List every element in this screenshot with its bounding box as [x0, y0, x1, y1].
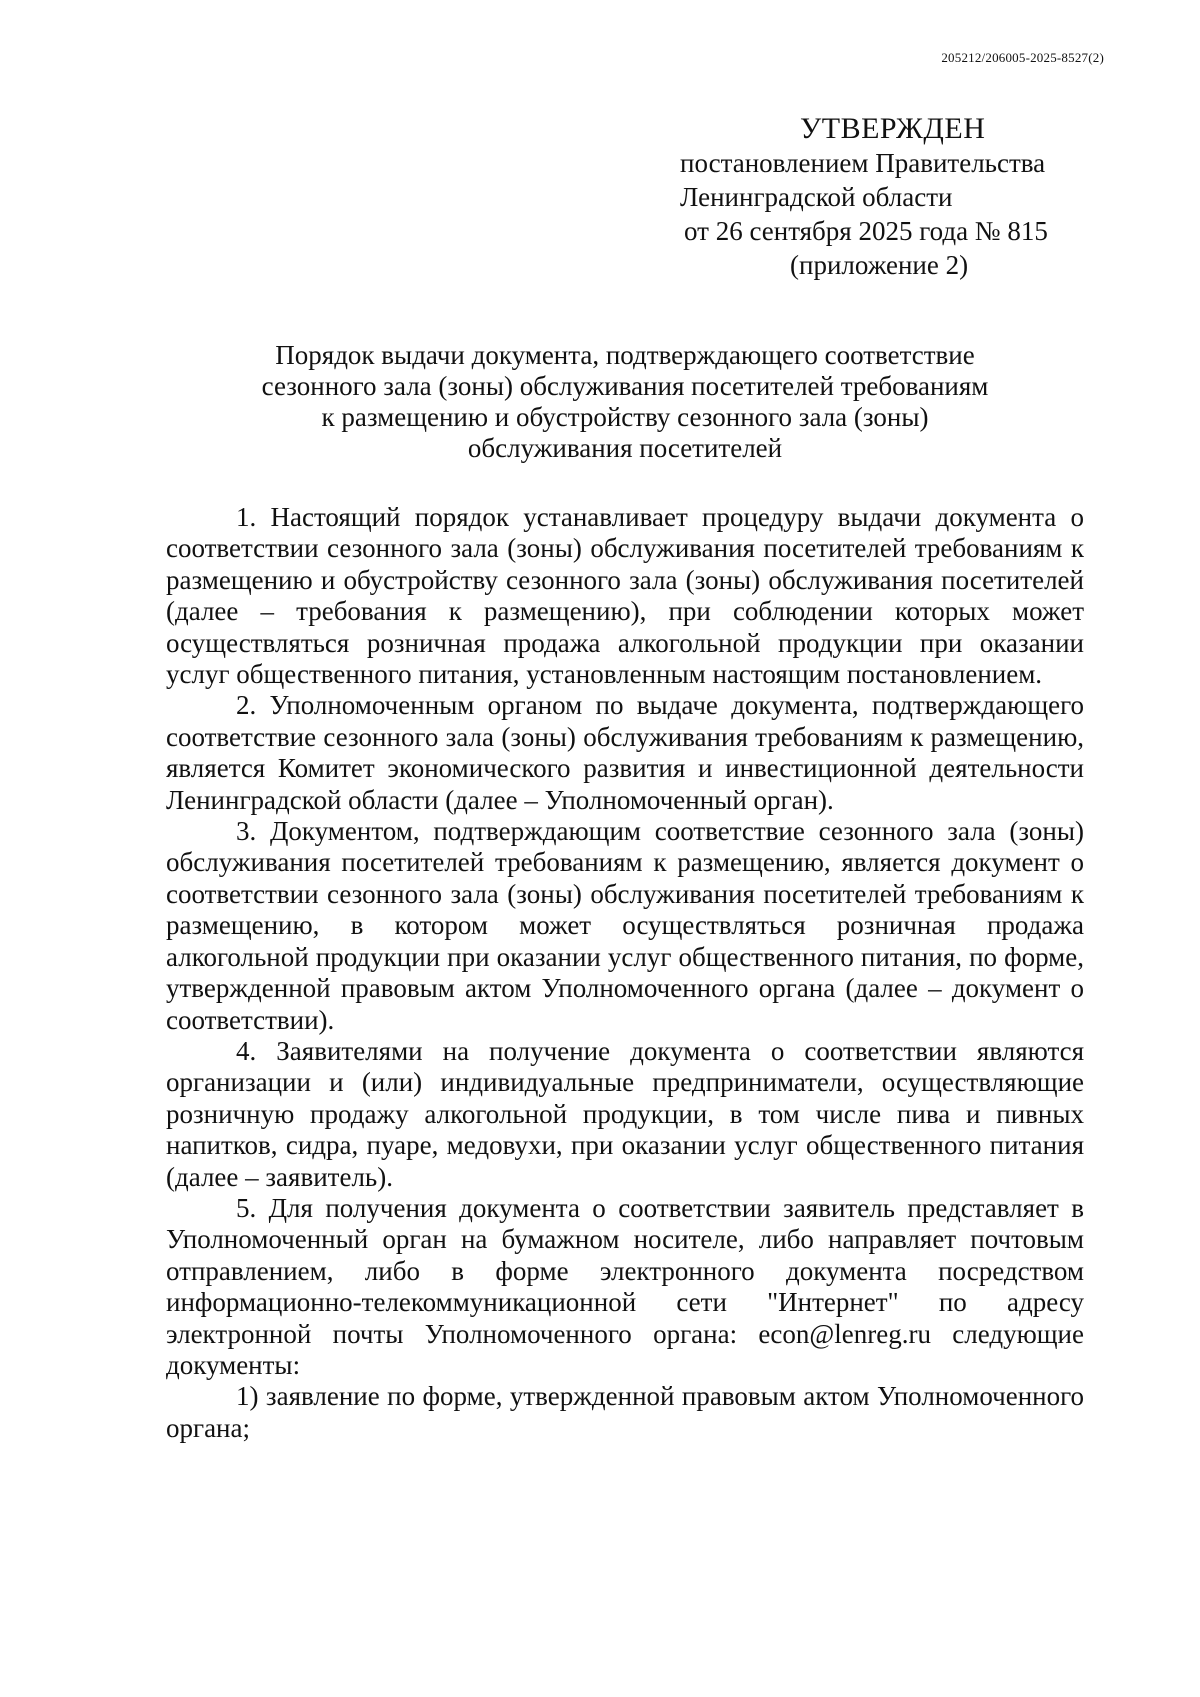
paragraph-3: 3. Документом, подтверждающим соответствие сезонного зала (зоны) обслуживания посетителей требованиям к размещению, является документ о соответствии сезонного зала (зоны) обслуживания посетителей требованиям к размещению, в котором может осуществляться розничная продажа алкогольной продукции при оказании услуг общественного питания, по форме, утвержденной правовым актом Уполномоченного органа (далее – документ о соответствии).	[166, 816, 1084, 1035]
approval-line-region: Ленинградской области	[680, 182, 953, 212]
paragraph-1: 1. Настоящий порядок устанавливает процедуру выдачи документа о соответствии сезонного зала (зоны) обслуживания посетителей требованиям к размещению и обустройству сезонного зала (зоны) обслуживания посетителей (далее – требования к размещению), при соблюдении которых может осуществляться розничная продажа алкогольной продукции при оказании услуг общественного питания, установленным настоящим постановлением.	[166, 502, 1084, 690]
approval-stamp-block	[680, 112, 1110, 282]
registration-number: 205212/206005-2025-8527(2)	[941, 50, 1104, 65]
title-line: к размещению и обустройству сезонного зала (зоны)	[321, 402, 929, 432]
approval-line-date: от 26 сентября 2025 года № 815	[684, 216, 1048, 246]
title-line: обслуживания посетителей	[467, 433, 783, 463]
paragraph-2: 2. Уполномоченным органом по выдаче документа, подтверждающего соответствие сезонного зала (зоны) обслуживания требованиям к размещению, является Комитет экономического развития и инвестиционной деятельности Ленинградской области (далее – Уполномоченный орган).	[166, 690, 1084, 815]
document-body	[166, 502, 1084, 1444]
document-title	[165, 340, 1085, 464]
approval-line-appendix: (приложение 2)	[790, 250, 969, 280]
approval-line-resolution: постановлением Правительства	[680, 148, 1046, 178]
approval-heading: УТВЕРЖДЕН	[800, 112, 986, 145]
paragraph-5: 5. Для получения документа о соответствии заявитель представляет в Уполномоченный орган на бумажном носителе, либо направляет почтовым отправлением, либо в форме электронного документа посредством информационно-телекоммуникационной сети "Интернет" по адресу электронной почты Уполномоченного органа: econ@lenreg.ru следующие документы:	[166, 1192, 1084, 1380]
title-line: сезонного зала (зоны) обслуживания посетителей требованиям	[261, 371, 989, 401]
paragraph-5-item-1: 1) заявление по форме, утвержденной правовым актом Уполномоченного органа;	[166, 1381, 1084, 1443]
title-line: Порядок выдачи документа, подтверждающего соответствие	[275, 340, 975, 370]
paragraph-4: 4. Заявителями на получение документа о соответствии являются организации и (или) индивидуальные предприниматели, осуществляющие розничную продажу алкогольной продукции, в том числе пива и пивных напитков, сидра, пуаре, медовухи, при оказании услуг общественного питания (далее – заявитель).	[166, 1035, 1084, 1192]
